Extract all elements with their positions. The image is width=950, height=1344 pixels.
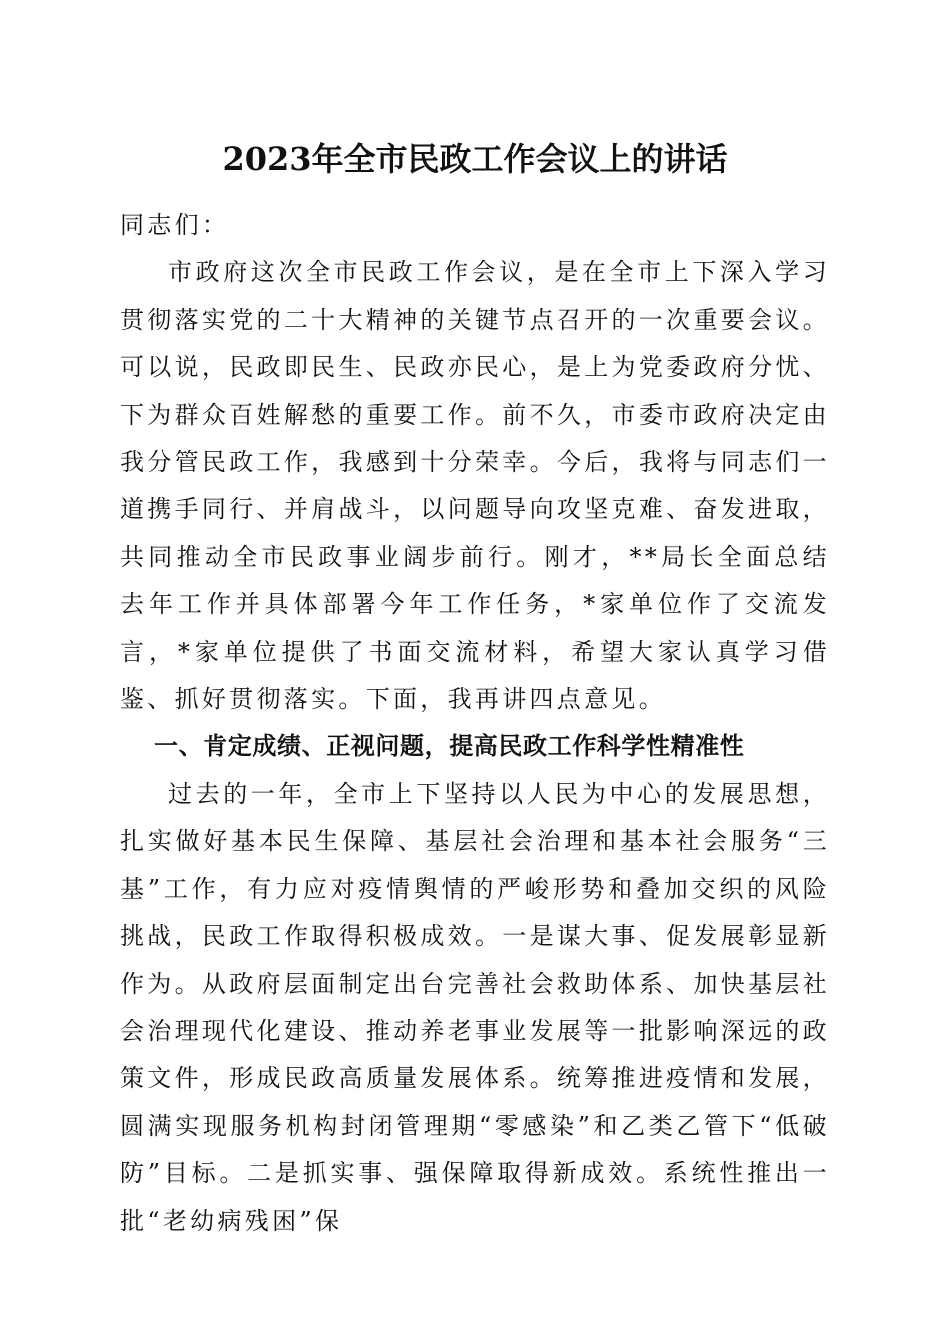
section-1-paragraph: 过去的一年，全市上下坚持以人民为中心的发展思想，扎实做好基本民生保障、基层社会治理和基本社会服务“三基”工作，有力应对疫情舆情的严峻形势和叠加交织的风险挑战，民政工作取得积极成效。一是谋大事、促发展彰显新作为。从政府层面制定出台完善社会救助体系、加快基层社会治理现代化建设、推动养老事业发展等一批影响深远的政策文件，形成民政高质量发展体系。统筹推进疫情和发展，圆满实现服务机构封闭管理期“零感染”和乙类乙管下“低破防”目标。二是抓实事、强保障取得新成效。系统性推出一批“老幼病残困”保 (120, 779, 830, 1235)
document-title: 2023年全市民政工作会议上的讲话 (222, 140, 728, 178)
document-body (120, 202, 830, 1245)
greeting: 同志们： (120, 211, 230, 239)
section-1-heading: 一、肯定成绩、正视问题，提高民政工作科学性精准性 (154, 732, 745, 761)
intro-paragraph: 市政府这次全市民政工作会议，是在全市上下深入学习贯彻落实党的二十大精神的关键节点召开的一次重要会议。可以说，民政即民生、民政亦民心，是上为党委政府分忧、下为群众百姓解愁的重要工作。前不久，市委市政府决定由我分管民政工作，我感到十分荣幸。今后，我将与同志们一道携手同行、并肩战斗，以问题导向攻坚克难、奋发进取，共同推动全市民政事业阔步前行。刚才，**局长全面总结去年工作并具体部署今年工作任务，*家单位作了交流发言，*家单位提供了书面交流材料，希望大家认真学习借鉴、抓好贯彻落实。下面，我再讲四点意见。 (120, 258, 830, 714)
